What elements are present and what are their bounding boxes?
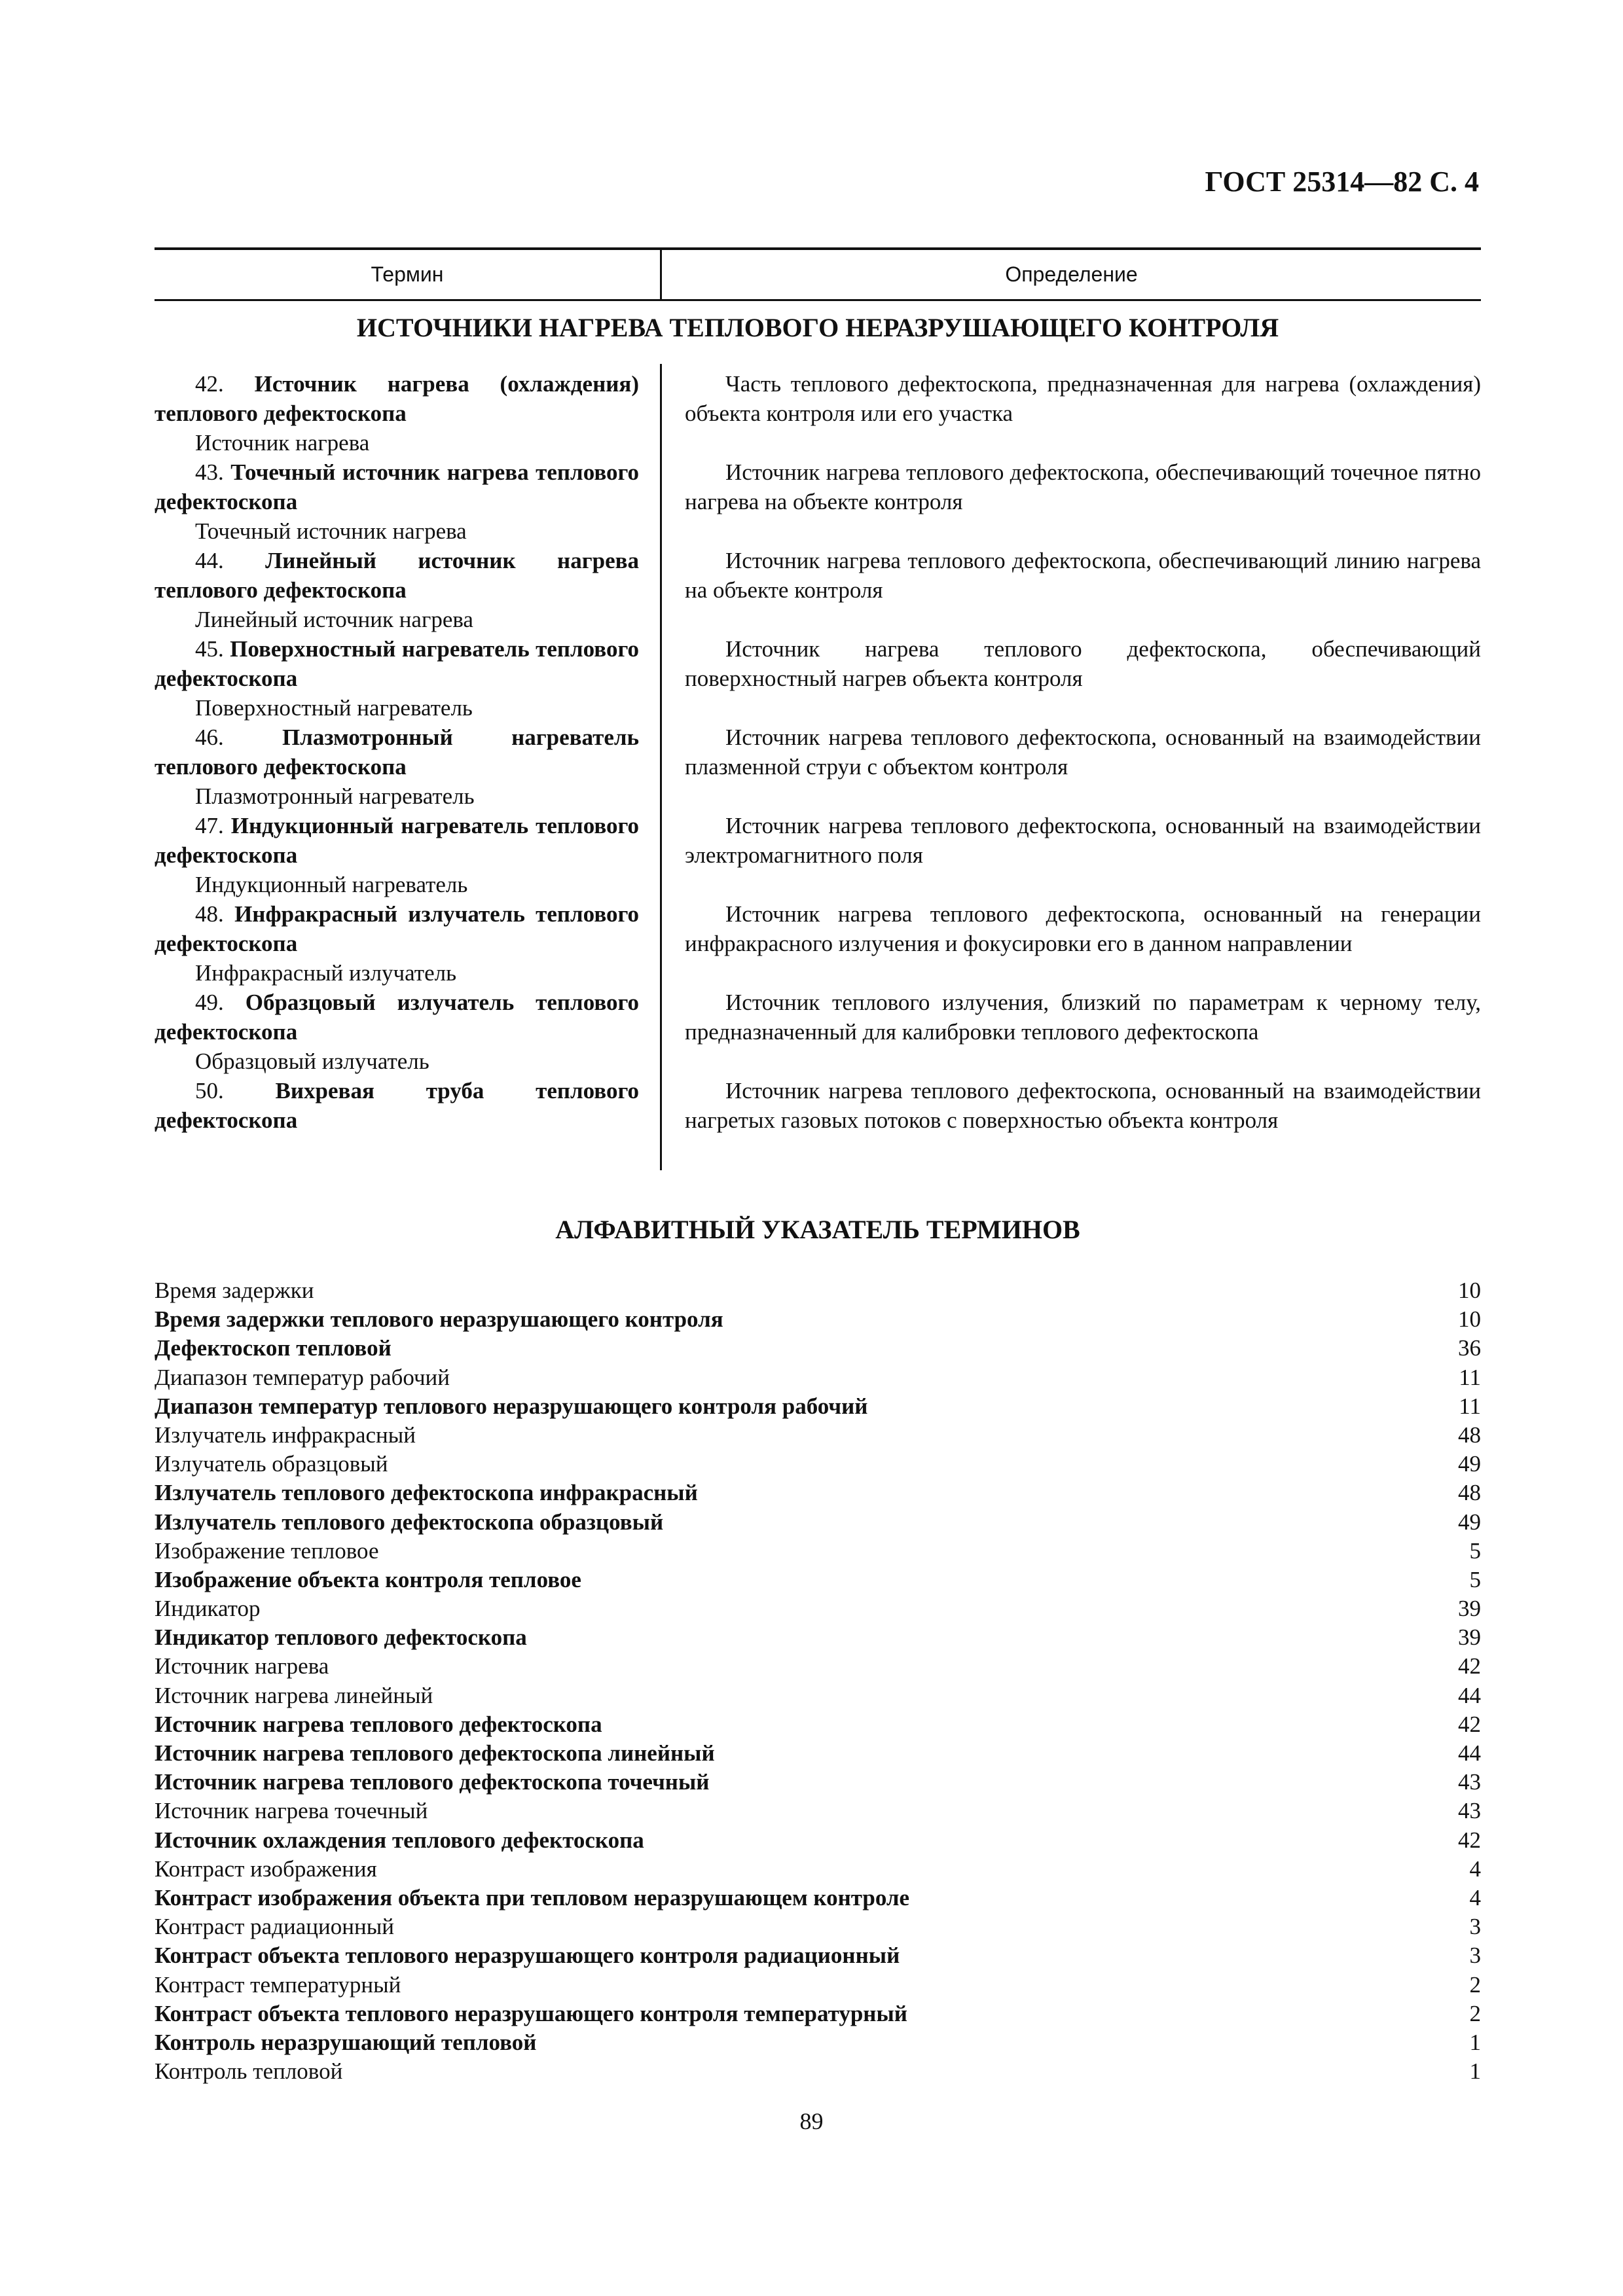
index-row — [155, 1826, 1481, 1855]
index-term: Диапазон температур рабочий — [155, 1364, 450, 1390]
term-name: Поверхностный нагреватель теплового дефектоскопа — [155, 636, 639, 691]
index-term: Время задержки теплового неразрушающего контроля — [155, 1306, 723, 1333]
definition-cell: Источник нагрева теплового дефектоскопа, основанный на взаимодействии нагретых газовых потоков с поверхностью объекта контроля — [685, 1078, 1481, 1133]
term-entry — [155, 811, 1481, 899]
index-number: 1 — [1469, 2058, 1481, 2085]
index-number: 42 — [1458, 1653, 1481, 1679]
index-term: Излучатель теплового дефектоскопа образцовый — [155, 1509, 664, 1535]
index-row — [155, 1508, 1481, 1537]
index-term: Источник нагрева линейный — [155, 1682, 433, 1708]
term-entry — [155, 634, 1481, 723]
index-term: Контраст радиационный — [155, 1914, 394, 1940]
index-term: Источник нагрева теплового дефектоскопа точечный — [155, 1769, 710, 1795]
definition-cell: Источник нагрева теплового дефектоскопа, основанный на взаимодействии электромагнитного поля — [685, 813, 1481, 868]
term-short-form: Индукционный нагреватель — [195, 872, 468, 897]
index-number: 44 — [1458, 1682, 1481, 1708]
index-row — [155, 1681, 1481, 1710]
column-header-definition: Определение — [1005, 262, 1138, 286]
index-term: Источник нагрева теплового дефектоскопа — [155, 1711, 602, 1737]
index-row — [155, 1623, 1481, 1652]
index-number: 42 — [1458, 1827, 1481, 1853]
term-number: 47. — [195, 813, 224, 838]
index-row — [155, 1912, 1481, 1941]
index-term: Источник нагрева точечный — [155, 1798, 428, 1824]
index-row — [155, 1334, 1481, 1363]
index-term: Контраст изображения объекта при тепловом неразрушающем контроле — [155, 1884, 910, 1910]
term-entry — [155, 1076, 1481, 1135]
term-cell — [155, 1076, 639, 1135]
definition-cell: Источник теплового излучения, близкий по параметрам к черному телу, предназначенный для калибровки теплового дефектоскопа — [685, 990, 1481, 1045]
index-row — [155, 1479, 1481, 1507]
section-title: ИСТОЧНИКИ НАГРЕВА ТЕПЛОВОГО НЕРАЗРУШАЮЩЕГО КОНТРОЛЯ — [356, 313, 1279, 342]
table-header — [155, 247, 1481, 301]
index-number: 43 — [1458, 1798, 1481, 1824]
definition-cell: Источник нагрева теплового дефектоскопа, обеспечивающий линию нагрева на объекте контроля — [685, 548, 1481, 603]
index-number: 48 — [1458, 1422, 1481, 1448]
index-row — [155, 1797, 1481, 1825]
term-number: 45. — [195, 636, 224, 662]
term-entry — [155, 546, 1481, 634]
term-cell — [155, 634, 639, 723]
index-row — [155, 1305, 1481, 1334]
term-main — [155, 369, 639, 428]
index-number: 48 — [1458, 1480, 1481, 1506]
index-term: Время задержки — [155, 1278, 314, 1303]
index-number: 1 — [1469, 2029, 1481, 2055]
term-main — [155, 899, 639, 958]
term-number: 46. — [195, 725, 224, 750]
term-entry — [155, 988, 1481, 1076]
index-number: 36 — [1458, 1335, 1481, 1361]
index-term: Излучатель образцовый — [155, 1451, 388, 1477]
index-row — [155, 1739, 1481, 1768]
term-name: Образцовый излучатель теплового дефектоскопа — [155, 990, 640, 1045]
index-number: 11 — [1459, 1364, 1481, 1390]
term-short-form: Линейный источник нагрева — [195, 607, 473, 632]
index-term: Изображение объекта контроля тепловое — [155, 1566, 581, 1592]
index-row — [155, 1971, 1481, 2000]
term-entry — [155, 457, 1481, 546]
term-number: 48. — [195, 901, 224, 927]
term-main — [155, 811, 639, 870]
term-main — [155, 634, 639, 693]
index-term: Контраст объекта теплового неразрушающего контроля температурный — [155, 2000, 907, 2026]
index-number: 10 — [1458, 1278, 1481, 1303]
index-number: 42 — [1458, 1711, 1481, 1737]
term-cell — [155, 723, 639, 811]
index-row — [155, 1941, 1481, 1970]
index-term: Источник нагрева — [155, 1653, 329, 1679]
index-term: Индикатор теплового дефектоскопа — [155, 1624, 527, 1651]
definition-cell: Источник нагрева теплового дефектоскопа, основанный на генерации инфракрасного излучения и фокусировки его в данном направлении — [685, 901, 1481, 956]
term-short-form: Источник нагрева — [195, 430, 370, 456]
index-number: 5 — [1469, 1566, 1481, 1592]
term-name: Инфракрасный излучатель теплового дефектоскопа — [155, 901, 639, 956]
index-term: Источник охлаждения теплового дефектоскопа — [155, 1827, 644, 1853]
index-row — [155, 1710, 1481, 1739]
term-short-form: Плазмотронный нагреватель — [195, 783, 475, 809]
term-short-form: Поверхностный нагреватель — [195, 695, 473, 721]
page-number: 89 — [799, 2108, 824, 2134]
index-number: 49 — [1458, 1509, 1481, 1535]
term-name: Источник нагрева (охлаждения) теплового дефектоскопа — [155, 371, 640, 426]
term-number: 50. — [195, 1078, 224, 1103]
term-cell — [155, 899, 639, 988]
index-term: Контраст температурный — [155, 1971, 401, 1998]
index-row — [155, 1537, 1481, 1566]
index-number: 2 — [1469, 2000, 1481, 2026]
terms-table — [155, 247, 1481, 1135]
term-number: 43. — [195, 459, 224, 485]
index-row — [155, 2000, 1481, 2028]
index-row — [155, 1768, 1481, 1797]
index-number: 39 — [1458, 1596, 1481, 1622]
index-row — [155, 1363, 1481, 1392]
index-row — [155, 1421, 1481, 1450]
index-row — [155, 1392, 1481, 1421]
index-row — [155, 2028, 1481, 2057]
term-entry — [155, 723, 1481, 811]
term-cell — [155, 988, 639, 1076]
term-main — [155, 723, 639, 781]
index-number: 10 — [1458, 1306, 1481, 1333]
term-short-form: Образцовый излучатель — [195, 1049, 429, 1074]
index-title: АЛФАВИТНЫЙ УКАЗАТЕЛЬ ТЕРМИНОВ — [555, 1215, 1080, 1244]
index-term: Контраст изображения — [155, 1856, 377, 1882]
term-number: 42. — [195, 371, 224, 397]
index-number: 4 — [1469, 1884, 1481, 1910]
term-number: 49. — [195, 990, 224, 1015]
term-main — [155, 546, 639, 605]
term-cell — [155, 369, 639, 457]
definition-cell: Источник нагрева теплового дефектоскопа, обеспечивающий точечное пятно нагрева на объекте контроля — [685, 459, 1481, 514]
index-term: Излучатель теплового дефектоскопа инфракрасный — [155, 1480, 698, 1506]
index-term: Излучатель инфракрасный — [155, 1422, 416, 1448]
table-body — [155, 369, 1481, 1135]
index-term: Контроль неразрушающий тепловой — [155, 2029, 537, 2055]
term-name: Вихревая труба теплового дефектоскопа — [155, 1078, 639, 1133]
index-term: Изображение тепловое — [155, 1537, 379, 1564]
index-number: 3 — [1469, 1943, 1481, 1969]
term-name: Индукционный нагреватель теплового дефектоскопа — [155, 813, 640, 868]
definition-cell: Источник нагрева теплового дефектоскопа, основанный на взаимодействии плазменной струи с объектом контроля — [685, 725, 1481, 780]
index-number: 5 — [1469, 1537, 1481, 1564]
term-cell — [155, 546, 639, 634]
index-row — [155, 1855, 1481, 1884]
index-number: 3 — [1469, 1914, 1481, 1940]
term-name: Точечный источник нагрева теплового дефектоскопа — [155, 459, 640, 514]
definition-cell: Часть теплового дефектоскопа, предназначенная для нагрева (охлаждения) объекта контроля или его участка — [685, 371, 1481, 426]
index-row — [155, 1276, 1481, 1305]
term-main — [155, 1076, 639, 1135]
term-entry — [155, 369, 1481, 457]
index-row — [155, 1652, 1481, 1681]
index-term: Контраст объекта теплового неразрушающего контроля радиационный — [155, 1943, 900, 1969]
definition-cell: Источник нагрева теплового дефектоскопа, обеспечивающий поверхностный нагрев объекта контроля — [685, 636, 1481, 691]
index-number: 2 — [1469, 1971, 1481, 1998]
index-row — [155, 2057, 1481, 2086]
index-row — [155, 1594, 1481, 1623]
index-number: 43 — [1458, 1769, 1481, 1795]
term-cell — [155, 457, 639, 546]
term-name: Плазмотронный нагреватель теплового дефектоскопа — [155, 725, 639, 780]
term-name: Линейный источник нагрева теплового дефектоскопа — [155, 548, 639, 603]
index-term: Диапазон температур теплового неразрушающего контроля рабочий — [155, 1393, 868, 1419]
index-row — [155, 1450, 1481, 1479]
term-main — [155, 457, 639, 516]
index-term: Контроль тепловой — [155, 2058, 343, 2085]
term-entry — [155, 899, 1481, 988]
index-term: Источник нагрева теплового дефектоскопа линейный — [155, 1740, 715, 1766]
index-number: 44 — [1458, 1740, 1481, 1766]
index-term: Дефектоскоп тепловой — [155, 1335, 392, 1361]
term-number: 44. — [195, 548, 224, 573]
index-row — [155, 1884, 1481, 1912]
term-cell — [155, 811, 639, 899]
index-term: Индикатор — [155, 1596, 261, 1622]
term-short-form: Инфракрасный излучатель — [195, 960, 457, 986]
term-short-form: Точечный источник нагрева — [195, 518, 467, 544]
index-row — [155, 1566, 1481, 1594]
index-number: 4 — [1469, 1856, 1481, 1882]
term-main — [155, 988, 639, 1047]
index-number: 49 — [1458, 1451, 1481, 1477]
alphabetical-index — [155, 1276, 1481, 2086]
index-number: 11 — [1459, 1393, 1481, 1419]
page-header: ГОСТ 25314—82 С. 4 — [1205, 166, 1479, 198]
index-number: 39 — [1458, 1624, 1481, 1651]
column-header-term: Термин — [155, 250, 662, 299]
